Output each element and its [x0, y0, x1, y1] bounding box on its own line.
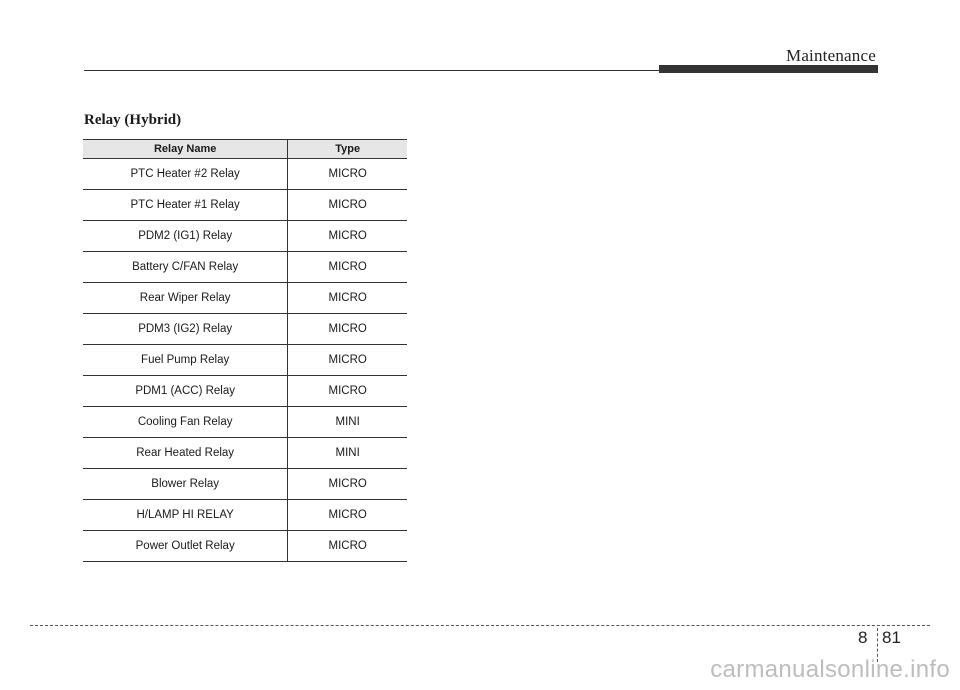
table-row	[83, 221, 407, 252]
table-row	[83, 469, 407, 500]
header-rule-thick	[659, 65, 878, 73]
table-row	[83, 159, 407, 190]
relay-name-cell: Blower Relay	[83, 469, 288, 500]
relay-name-cell: Rear Wiper Relay	[83, 283, 288, 314]
relay-type-cell: MICRO	[288, 283, 407, 314]
relay-name-cell: PDM2 (IG1) Relay	[83, 221, 288, 252]
column-header-type: Type	[288, 140, 407, 159]
relay-name-cell: PDM3 (IG2) Relay	[83, 314, 288, 345]
relay-type-cell: MICRO	[288, 159, 407, 190]
relay-name-cell: PDM1 (ACC) Relay	[83, 376, 288, 407]
page-number: 81	[882, 628, 901, 647]
relay-type-cell: MICRO	[288, 376, 407, 407]
relay-name-cell: Fuel Pump Relay	[83, 345, 288, 376]
table-row	[83, 438, 407, 469]
table-row	[83, 500, 407, 531]
footer-dashed-rule	[30, 625, 930, 626]
relay-type-cell: MICRO	[288, 345, 407, 376]
section-title: Relay (Hybrid)	[84, 112, 182, 128]
table-row	[83, 376, 407, 407]
header-row	[83, 140, 407, 159]
relay-type-cell: MICRO	[288, 469, 407, 500]
table-row	[83, 345, 407, 376]
relay-type-cell: MICRO	[288, 500, 407, 531]
header-rule-thin	[84, 70, 659, 71]
column-header-relay-name: Relay Name	[83, 140, 288, 159]
relay-name-cell: PTC Heater #2 Relay	[83, 159, 288, 190]
table-row	[83, 252, 407, 283]
relay-name-cell: H/LAMP HI RELAY	[83, 500, 288, 531]
relay-type-cell: MICRO	[288, 252, 407, 283]
table-row	[83, 190, 407, 221]
table-row	[83, 407, 407, 438]
header-title: Maintenance	[786, 46, 876, 65]
relay-type-cell: MICRO	[288, 221, 407, 252]
watermark-text: carmanualsonline.info	[710, 656, 950, 683]
table-row	[83, 314, 407, 345]
relay-name-cell: PTC Heater #1 Relay	[83, 190, 288, 221]
relay-type-cell: MINI	[288, 407, 407, 438]
relay-type-cell: MINI	[288, 438, 407, 469]
relay-name-cell: Battery C/FAN Relay	[83, 252, 288, 283]
relay-table	[83, 139, 407, 562]
relay-name-cell: Power Outlet Relay	[83, 531, 288, 562]
relay-type-cell: MICRO	[288, 314, 407, 345]
relay-type-cell: MICRO	[288, 190, 407, 221]
relay-name-cell: Rear Heated Relay	[83, 438, 288, 469]
relay-type-cell: MICRO	[288, 531, 407, 562]
section-number: 8	[858, 628, 868, 647]
relay-table-header	[83, 140, 407, 159]
relay-name-cell: Cooling Fan Relay	[83, 407, 288, 438]
relay-table-body	[83, 159, 407, 562]
table-row	[83, 531, 407, 562]
table-row	[83, 283, 407, 314]
